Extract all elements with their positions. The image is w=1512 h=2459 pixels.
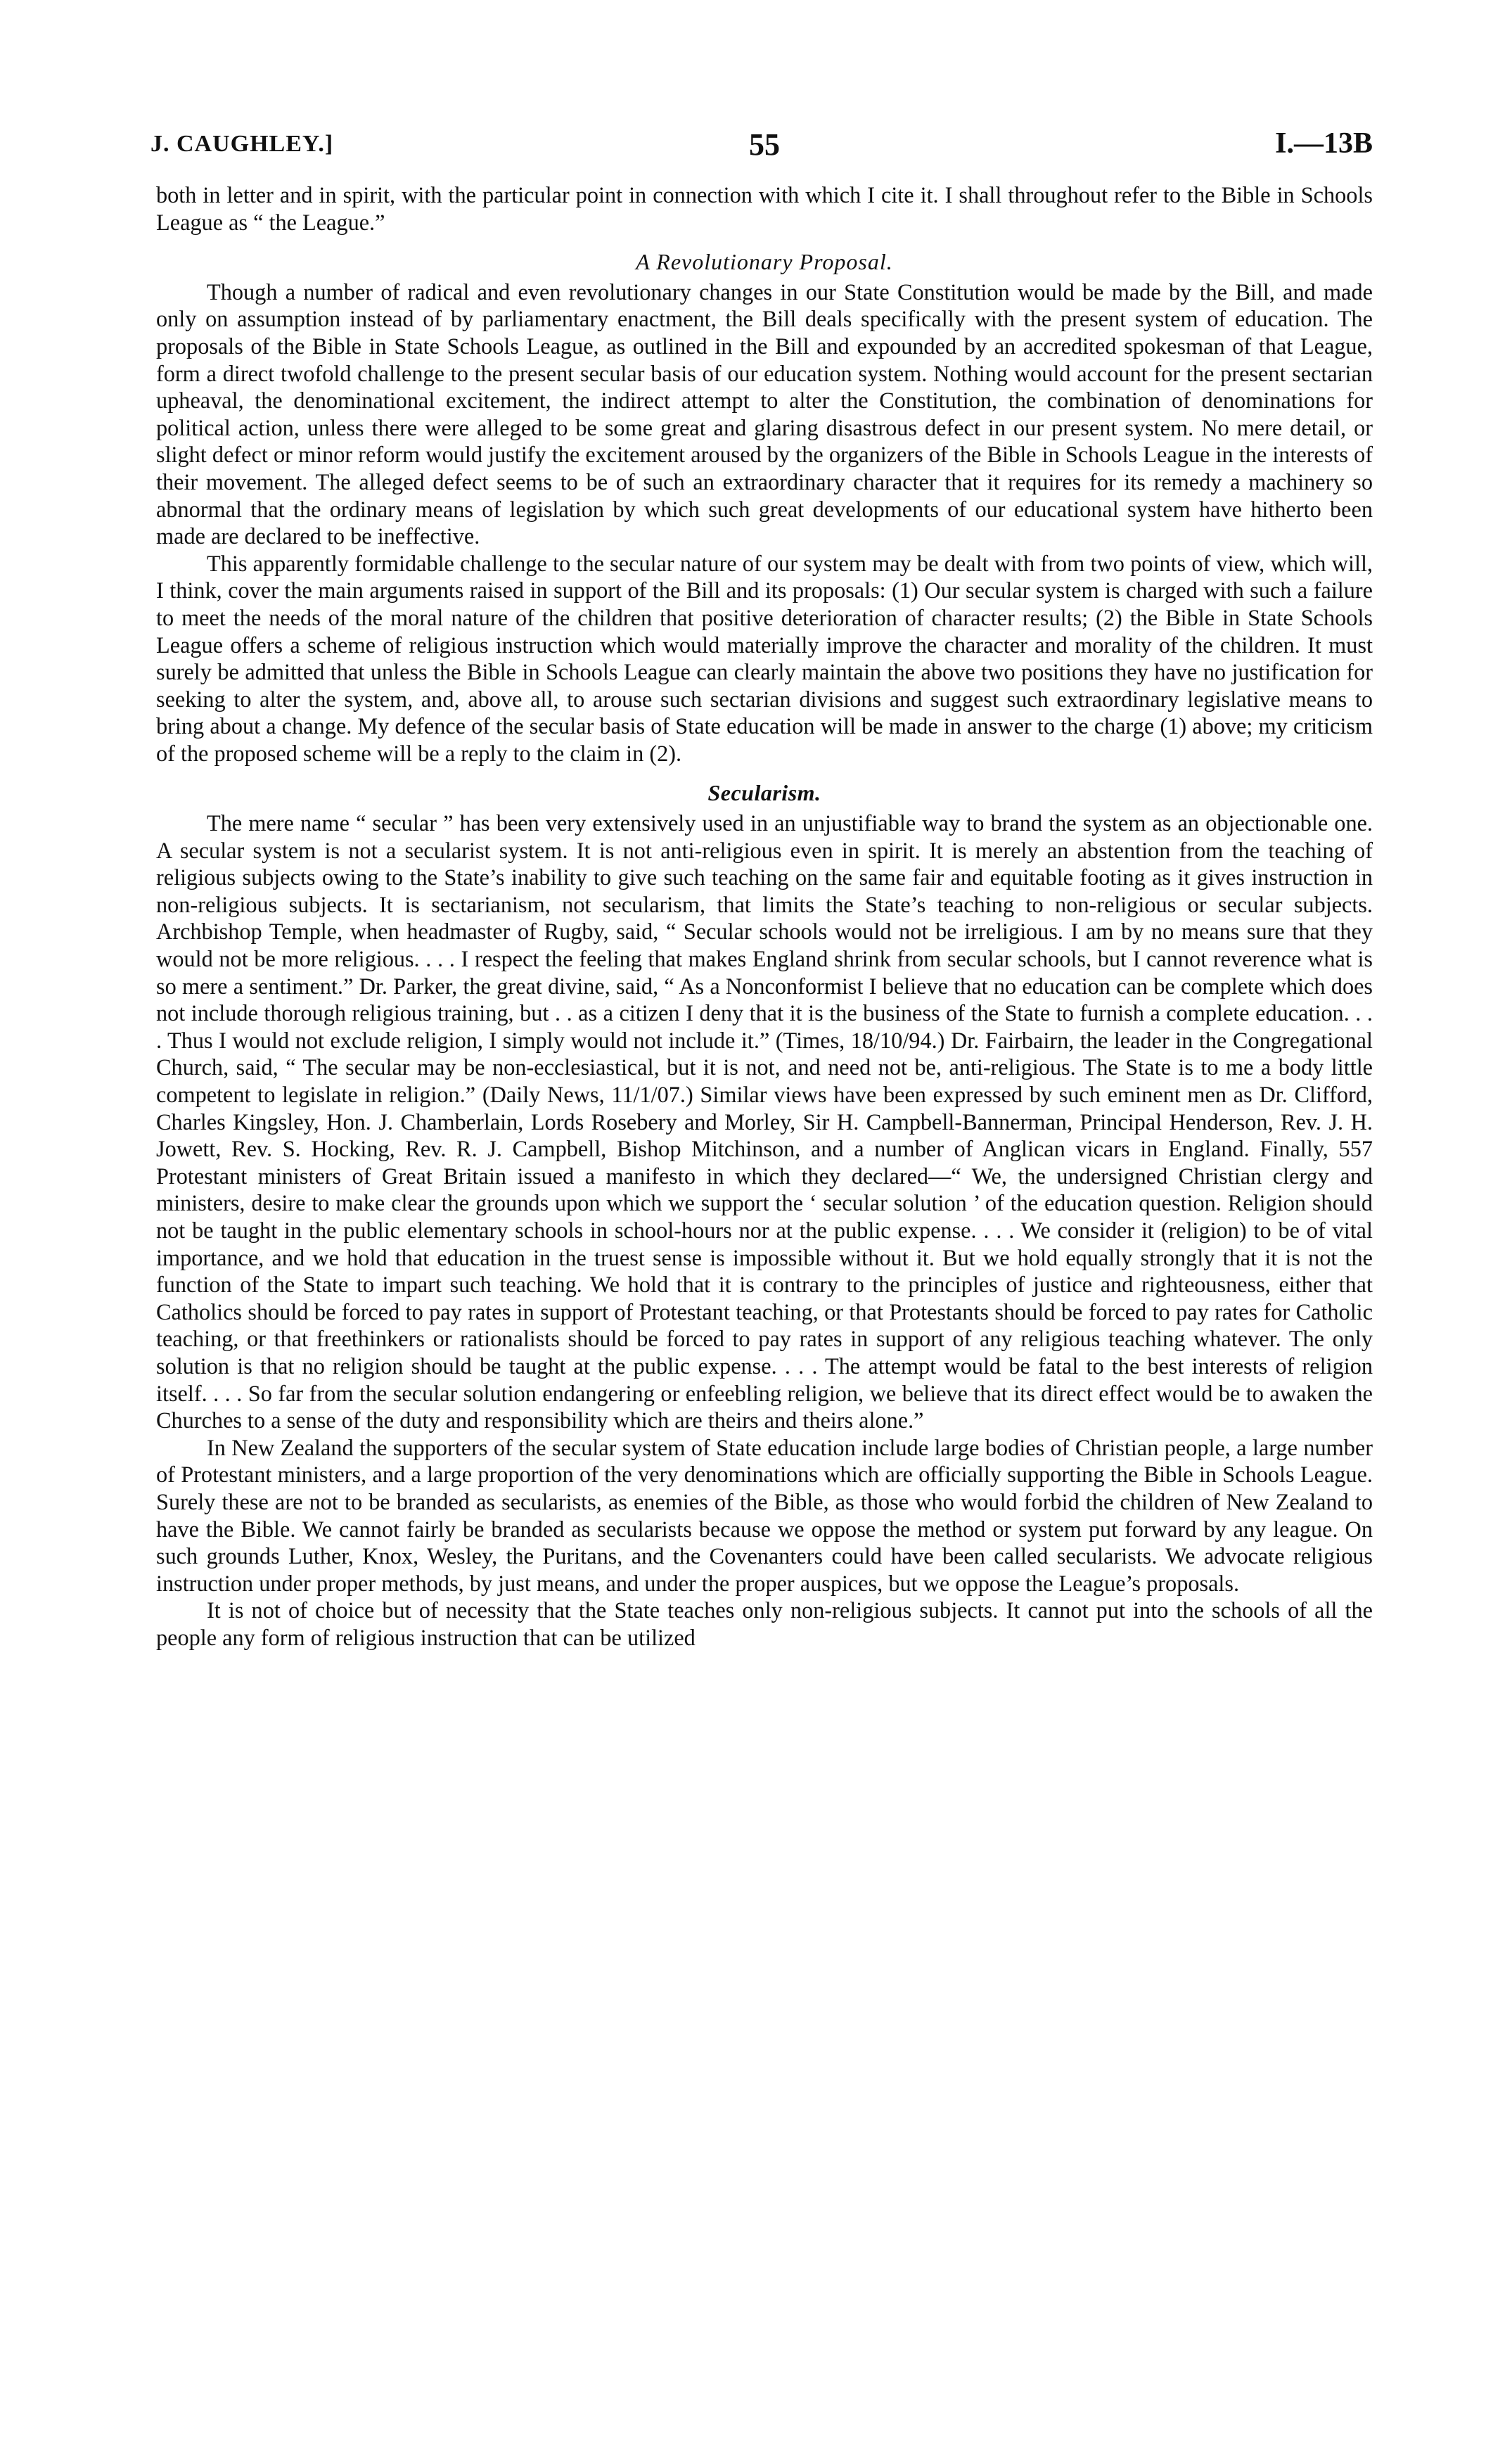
paragraph: It is not of choice but of necessity that the State teaches only non-religious subjects. It cannot put into the schools of all the people any form of religious instruction that can be utilized (156, 1597, 1373, 1650)
paragraph: This apparently formidable challenge to the secular nature of our system may be dealt with from two points of view, which will, I think, cover the main arguments raised in support of the Bill and its proposals: (1) Our secular system is charged with such a failure to meet the needs of the moral nature of the children that positive deterioration of character results; (2) the Bible in State Schools League offers a scheme of religious instruction which would materially improve the character and morality of the children. It must surely be admitted that unless the Bible in Schools League can clearly maintain the above two positions they have no justification for seeking to alter the system, and, above all, to arouse such sectarian divisions and suggest such extraordinary legislative means to bring about a change. My defence of the secular basis of State education will be made in answer to the charge (1) above; my criticism of the proposed scheme will be a reply to the claim in (2). (156, 550, 1373, 766)
body-text (156, 181, 1373, 1651)
section-heading-secularism: Secularism. (707, 780, 821, 806)
document-reference: I.—13B (1275, 127, 1373, 160)
paragraph: Though a number of radical and even revolutionary changes in our State Constitution would be made by the Bill, and made only on assumption instead of by parliamentary enactment, the Bill deals specifically with the present system of education. The proposals of the Bible in State Schools League, as outlined in the Bill and expounded by an accredited spokesman of that League, form a direct twofold challenge to the present secular basis of our education system. Nothing would account for the present sectarian upheaval, the denominational excitement, the indirect attempt to alter the Constitution, the combination of denominations for political action, unless there were alleged to be some great and glaring disastrous defect in our present system. No mere detail, or slight defect or minor reform would justify the excitement aroused by the organizers of the Bible in Schools League in the interests of their movement. The alleged defect seems to be of such an extraordinary character that it requires for its remedy a machinery so abnormal that the ordinary means of legislation by which such great developments of our educational system have hitherto been made are declared to be ineffective. (156, 279, 1373, 549)
paragraph: In New Zealand the supporters of the secular system of State education include large bodies of Christian people, a large number of Protestant ministers, and a large proportion of the very denominations which are officially supporting the Bible in Schools League. Surely these are not to be branded as secularists, as enemies of the Bible, as those who would forbid the children of New Zealand to have the Bible. We cannot fairly be branded as secularists because we oppose the method or system put forward by any league. On such grounds Luther, Knox, Wesley, the Puritans, and the Covenanters could have been called secularists. We advocate religious instruction under proper methods, by just means, and under the proper auspices, but we oppose the League’s proposals. (156, 1434, 1373, 1596)
paragraph: The mere name “ secular ” has been very extensively used in an unjustifiable way to brand the system as an objectionable one. A secular system is not a secularist system. It is not anti-religious even in spirit. It is merely an abstention from the teaching of religious subjects owing to the State’s inability to give such teaching on the same fair and equitable footing as it gives instruction in non-religious subjects. It is sectarianism, not secularism, that limits the State’s teaching to non-religious or secular subjects. Archbishop Temple, when headmaster of Rugby, said, “ Secular schools would not be irreligious. I am by no means sure that they would not be more religious. . . . I respect the feeling that makes England shrink from secular schools, but I cannot reverence what is so mere a sentiment.” Dr. Parker, the great divine, said, “ As a Nonconformist I believe that no education can be complete which does not include thorough religious training, but . . as a citizen I deny that it is the business of the State to furnish a complete education. . . . Thus I would not exclude religion, I simply would not include it.” (Times, 18/10/94.) Dr. Fairbairn, the leader in the Congregational Church, said, “ The secular may be non-ecclesiastical, but it is not, and need not be, anti-religious. The State is to me a body little competent to legislate in religion.” (Daily News, 11/1/07.) Similar views have been expressed by such eminent men as Dr. Clifford, Charles Kingsley, Hon. J. Chamberlain, Lords Rosebery and Morley, Sir H. Campbell-Bannerman, Principal Henderson, Rev. J. H. Jowett, Rev. S. Hocking, Rev. R. J. Campbell, Bishop Mitchinson, and a number of Anglican vicars in England. Finally, 557 Protestant ministers of Great Britain issued a manifesto in which they declared—“ We, the undersigned Christian clergy and ministers, desire to make clear the grounds upon which we support the ‘ secular solution ’ of the education question. Religion should not be taught in the public elementary schools in school-hours nor at the public expense. . . . We consider it (religion) to be of vital importance, and we hold that education in the truest sense is impossible without it. But we hold equally strongly that it is not the function of the State to impart such teaching. We hold that it is contrary to the principles of justice and righteousness, either that Catholics should be forced to pay rates in support of Protestant teaching, or that Protestants should be forced to pay rates for Catholic teaching, or that freethinkers or rationalists should be forced to pay rates in support of any religious teaching whatever. The only solution is that no religion should be taught at the public expense. . . . The attempt would be fatal to the best interests of religion itself. . . . So far from the secular solution endangering or enfeebling religion, we believe that its direct effect would be to awaken the Churches to a sense of the duty and responsibility which are theirs and theirs alone.” (156, 810, 1373, 1433)
page-number: 55 (749, 127, 780, 162)
running-head-author: J. CAUGHLEY.] (150, 131, 334, 157)
document-page (150, 124, 1373, 1651)
page-header (150, 124, 1373, 173)
section-heading-revolutionary-proposal: A Revolutionary Proposal. (636, 249, 893, 275)
paragraph-continuation: both in letter and in spirit, with the particular point in connection with which I cite it. I shall throughout refer to the Bible in Schools League as “ the League.” (156, 182, 1373, 235)
